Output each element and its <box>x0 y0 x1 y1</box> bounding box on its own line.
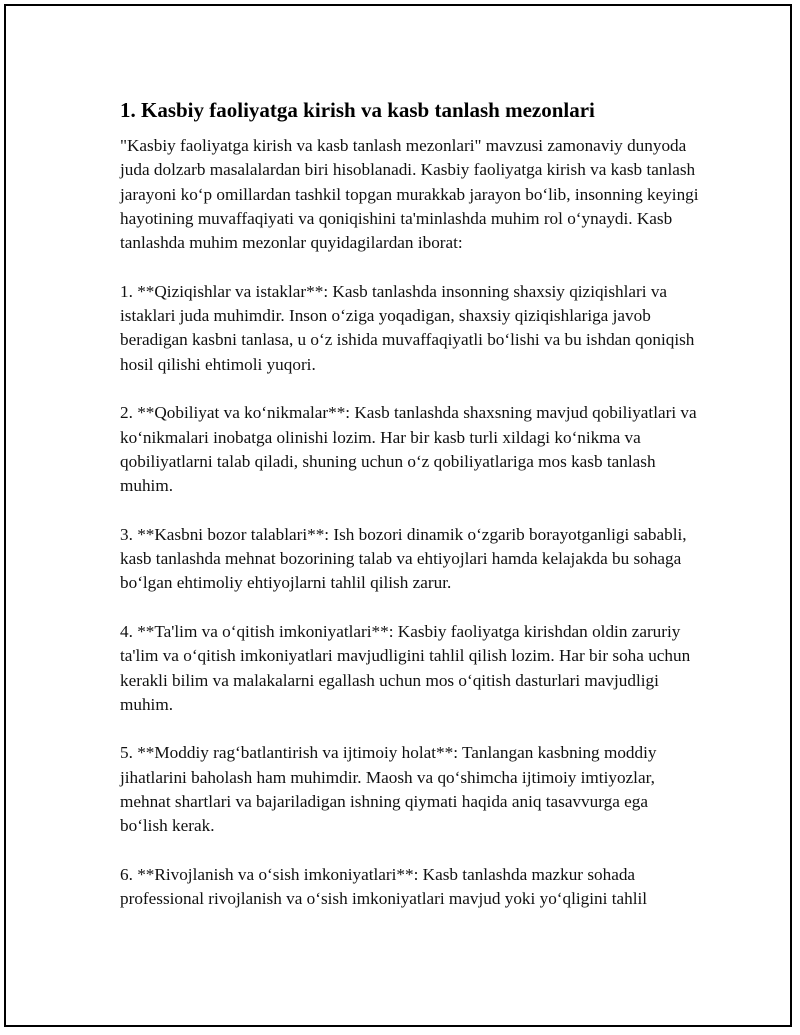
criterion-education-paragraph: 4. **Ta'lim va o‘qitish imkoniyatlari**: Kasbiy faoliyatga kirishdan oldin zaruriy ta'lim va o‘qitish imkoniyatlari mavjudligini tahlil qilish lozim. Har bir soha uchun kerakli bilim va malakalarni egallash uchun mos o‘qitish dasturlari mavjudligi muhim. <box>120 621 691 714</box>
intro-paragraph: "Kasbiy faoliyatga kirish va kasb tanlash mezonlari" mavzusi zamonaviy dunyoda juda dolzarb masalalardan biri hisoblanadi. Kasbiy faoliyatga kirish va kasb tanlash jarayoni ko‘p omillardan tashkil topgan murakkab jarayon bo‘lib, insonning keyingi hayotining muvaffaqiyati va qoniqishini ta'minlashda muhim rol o‘ynaydi. Kasb tanlashda muhim mezonlar quyidagilardan iborat: <box>120 136 699 253</box>
document-page <box>4 4 792 1027</box>
criterion-abilities-paragraph: 2. **Qobiliyat va ko‘nikmalar**: Kasb tanlashda shaxsning mavjud qobiliyatlari va ko‘nikmalari inobatga olinishi lozim. Har bir kasb turli xildagi ko‘nikma va qobiliyatlarni talab qiladi, shuning uchun o‘z qobiliyatlariga mos kasb tanlash muhim. <box>120 403 697 496</box>
criterion-growth-paragraph: 6. **Rivojlanish va o‘sish imkoniyatlari**: Kasb tanlashda mazkur sohada professional rivojlanish va o‘sish imkoniyatlari mavjud yoki yo‘qligini tahlil <box>120 864 648 909</box>
document-title: 1. Kasbiy faoliyatga kirish va kasb tanlash mezonlari <box>120 98 595 122</box>
criterion-material-paragraph: 5. **Moddiy rag‘batlantirish va ijtimoiy holat**: Tanlangan kasbning moddiy jihatlarini baholash ham muhimdir. Maosh va qo‘shimcha ijtimoiy imtiyozlar, mehnat shartlari va bajariladigan ishning qiymati haqida aniq tasavvurga ega bo‘lish kerak. <box>120 743 657 836</box>
document-body <box>120 98 700 936</box>
criterion-market-paragraph: 3. **Kasbni bozor talablari**: Ish bozori dinamik o‘zgarib borayotganligi sababli, kasb tanlashda mehnat bozorining talab va ehtiyojlari hamda kelajakda bu sohaga bo‘lgan ehtimoliy ehtiyojlarni tahlil qilish zarur. <box>120 524 687 593</box>
criterion-interests-paragraph: 1. **Qiziqishlar va istaklar**: Kasb tanlashda insonning shaxsiy qiziqishlari va istaklari juda muhimdir. Inson o‘ziga yoqadigan, shaxsiy qiziqishlariga javob beradigan kasbni tanlasa, u o‘z ishida muvaffaqiyatli bo‘lishi va bu ishdan qoniqish hosil qilishi ehtimoli yuqori. <box>120 281 695 374</box>
